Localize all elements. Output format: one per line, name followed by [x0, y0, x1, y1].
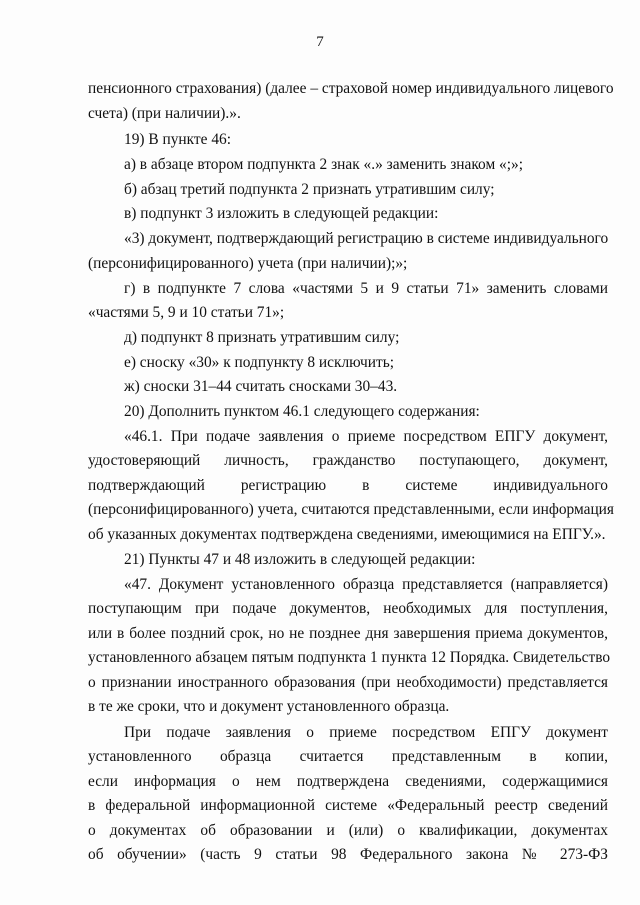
- text-line: б) абзац третий подпункта 2 признать утратившим силу;: [124, 181, 495, 198]
- text-line: если информация о нем подтверждена сведениями, содержащимися: [88, 773, 608, 790]
- text-line: е) сноску «30» к подпункту 8 исключить;: [124, 354, 395, 371]
- text-line: удостоверяющий личность, гражданство поступающего, документ,: [88, 452, 608, 469]
- text-line: 21) Пункты 47 и 48 изложить в следующей редакции:: [124, 551, 476, 568]
- text-line: пенсионного страхования) (далее – страховой номер индивидуального лицевого: [88, 80, 614, 97]
- text-line: в те же сроки, что и документ установленного образца.: [88, 698, 450, 715]
- text-line: поступающим при подаче документов, необходимых для поступления,: [88, 600, 608, 617]
- text-line: об указанных документах подтверждена сведениями, имеющимися на ЕПГУ.».: [88, 526, 606, 543]
- text-line: 19) В пункте 46:: [124, 131, 231, 148]
- text-line: или в более поздний срок, но не позднее дня завершения приема документов,: [88, 625, 608, 642]
- text-line: подтверждающий регистрацию в системе индивидуального: [88, 477, 608, 494]
- text-line: счета) (при наличии).».: [88, 105, 241, 122]
- text-line: г) в подпункте 7 слова «частями 5 и 9 статьи 71» заменить словами: [124, 280, 608, 297]
- text-line: «47. Документ установленного образца представляется (направляется): [124, 576, 608, 593]
- text-line: ж) сноски 31–44 считать сносками 30–43.: [124, 378, 398, 395]
- text-line: о признании иностранного образования (при необходимости) представляется: [88, 674, 608, 691]
- text-line: установленного образца считается представленным в копии,: [88, 748, 608, 765]
- text-line: о документах об образовании и (или) о квалификации, документах: [88, 822, 608, 839]
- text-line: установленного абзацем пятым подпункта 1 пункта 12 Порядка. Свидетельство: [88, 649, 611, 666]
- text-line: При подаче заявления о приеме посредством ЕПГУ документ: [124, 724, 608, 741]
- text-line: а) в абзаце втором подпункта 2 знак «.» заменить знаком «;»;: [124, 156, 523, 173]
- text-line: д) подпункт 8 признать утратившим силу;: [124, 329, 400, 346]
- text-line: в федеральной информационной системе «Федеральный реестр сведений: [88, 797, 608, 814]
- text-line: 20) Дополнить пунктом 46.1 следующего содержания:: [124, 403, 480, 420]
- text-line: «46.1. При подаче заявления о приеме посредством ЕПГУ документ,: [124, 428, 608, 445]
- text-line: об обучении» (часть 9 статьи 98 Федерального закона № 273-ФЗ: [88, 846, 608, 863]
- text-line: в) подпункт 3 изложить в следующей редакции:: [124, 205, 439, 222]
- text-line: «частями 5, 9 и 10 статьи 71»;: [88, 304, 285, 321]
- text-line: (персонифицированного) учета, считаются представленными, если информация: [88, 501, 614, 518]
- page-number: 7: [316, 34, 324, 50]
- text-line: «3) документ, подтверждающий регистрацию в системе индивидуального: [124, 230, 609, 247]
- text-line: (персонифицированного) учета (при наличии);»;: [88, 255, 408, 272]
